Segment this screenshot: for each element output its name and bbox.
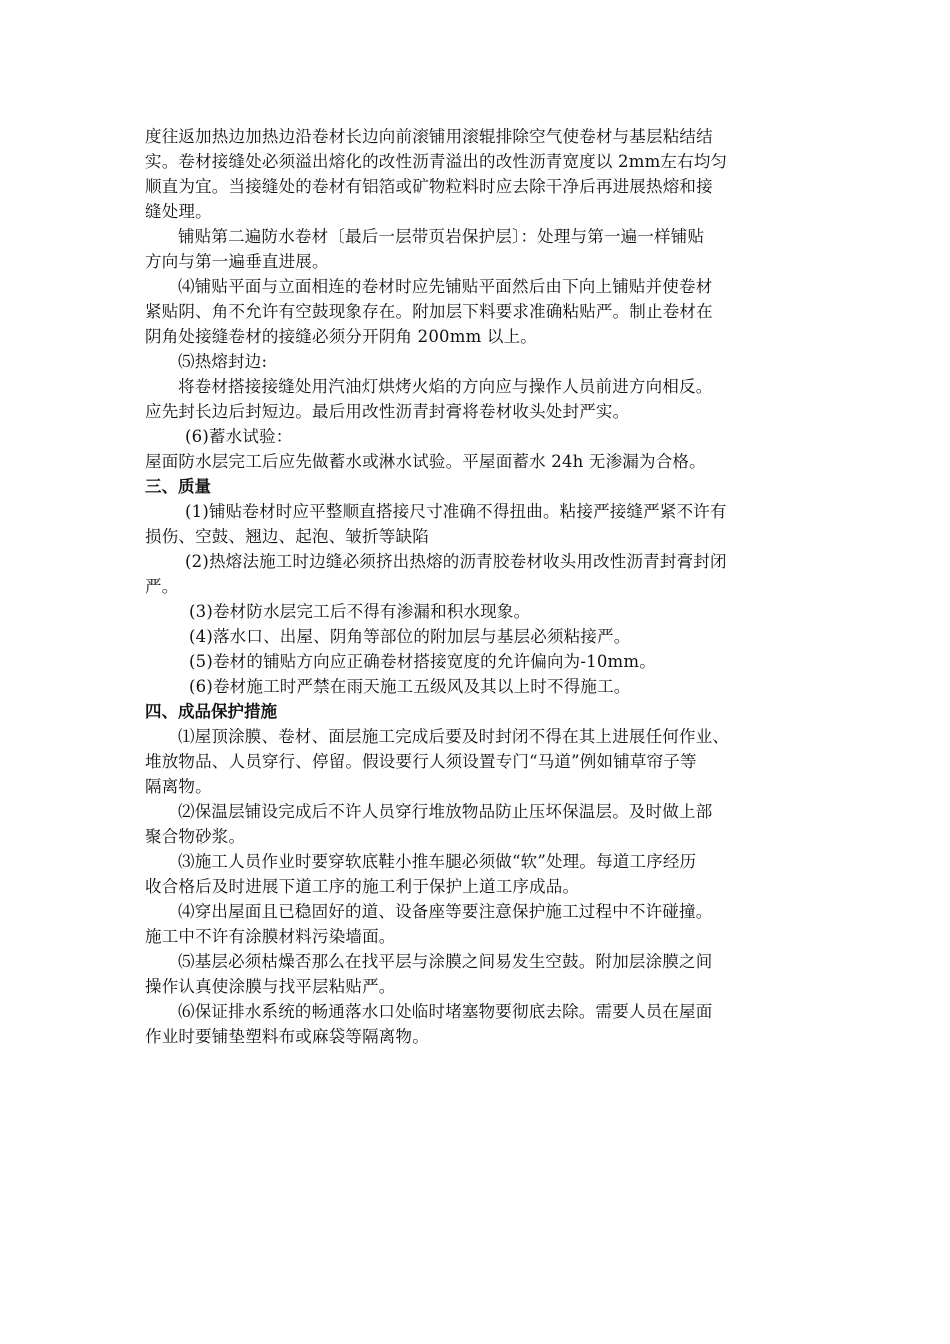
text-line: 屋面防水层完工后应先做蓄水或淋水试验。平屋面蓄水 24h 无渗漏为合格。	[145, 452, 706, 471]
text-line: 实。卷材接缝处必须溢出熔化的改性沥青溢出的改性沥青宽度以 2mm左右均匀	[145, 152, 728, 171]
text-line: (1)铺贴卷材时应平整顺直搭接尺寸准确不得扭曲。粘接严接缝严紧不许有	[185, 502, 727, 521]
text-line: (2)热熔法施工时边缝必须挤出热熔的沥青胶卷材收头用改性沥青封膏封闭	[185, 552, 727, 571]
text-line: ⑴屋顶涂膜、卷材、面层施工完成后要及时封闭不得在其上进展任何作业、	[178, 727, 730, 746]
section-heading-quality: 三、质量	[145, 477, 211, 496]
text-line: 聚合物砂浆。	[145, 827, 246, 846]
text-line: 顺直为宜。当接缝处的卷材有铝箔或矿物粒料时应去除干净后再进展热熔和接	[145, 177, 713, 196]
text-line: 应先封长边后封短边。最后用改性沥青封膏将卷材收头处封严实。	[145, 402, 630, 421]
text-line: (4)落水口、出屋、阴角等部位的附加层与基层必须粘接严。	[189, 627, 631, 646]
text-line: 施工中不许有涂膜材料污染墙面。	[145, 927, 396, 946]
text-line: 缝处理。	[145, 202, 212, 221]
text-line: ⑷铺贴平面与立面相连的卷材时应先铺贴平面然后由下向上铺贴并使卷材	[178, 277, 713, 296]
text-line: ⑹保证排水系统的畅通落水口处临时堵塞物要彻底去除。需要人员在屋面	[178, 1002, 713, 1021]
text-line: 方向与第一遍垂直进展。	[145, 252, 329, 271]
text-line: 将卷材搭接接缝处用汽油灯烘烤火焰的方向应与操作人员前进方向相反。	[178, 377, 713, 396]
text-line: ⑶施工人员作业时要穿软底鞋小推车腿必须做“软”处理。每道工序经历	[178, 852, 697, 871]
text-line: 作业时要铺垫塑料布或麻袋等隔离物。	[145, 1027, 429, 1046]
text-line: ⑷穿出屋面且已稳固好的道、设备座等要注意保护施工过程中不许碰撞。	[178, 902, 713, 921]
text-line: ⑵保温层铺设完成后不许人员穿行堆放物品防止压坏保温层。及时做上部	[178, 802, 713, 821]
section-heading-protection: 四、成品保护措施	[145, 702, 277, 721]
text-line: ⑸热熔封边:	[178, 352, 268, 371]
text-line: (5)卷材的铺贴方向应正确卷材搭接宽度的允许偏向为-10mm。	[189, 652, 656, 671]
text-line: 紧贴阴、角不允许有空鼓现象存在。附加层下料要求准确粘贴严。制止卷材在	[145, 302, 713, 321]
document-body	[145, 124, 811, 1049]
text-line: 隔离物。	[145, 777, 212, 796]
text-line: (6)蓄水试验：	[185, 427, 293, 446]
text-line: 度往返加热边加热边沿卷材长边向前滚铺用滚辊排除空气使卷材与基层粘结结	[145, 127, 713, 146]
text-line: (6)卷材施工时严禁在雨天施工五级风及其以上时不得施工。	[189, 677, 631, 696]
text-line: 铺贴第二遍防水卷材〔最后一层带页岩保护层〕：处理与第一遍一样铺贴	[178, 227, 705, 246]
text-line: 操作认真使涂膜与找平层粘贴严。	[145, 977, 396, 996]
text-line: 堆放物品、人员穿行、停留。假设要行人须设置专门“马道”例如铺草帘子等	[145, 752, 697, 771]
text-line: 收合格后及时进展下道工序的施工利于保护上道工序成品。	[145, 877, 580, 896]
text-line: 阴角处接缝卷材的接缝必须分开阴角 200mm 以上。	[145, 327, 537, 346]
text-line: (3)卷材防水层完工后不得有渗漏和积水现象。	[189, 602, 531, 621]
text-line: 损伤、空鼓、翘边、起泡、皱折等缺陷	[145, 527, 429, 546]
text-line: 严。	[145, 577, 179, 596]
text-line: ⑸基层必须枯燥否那么在找平层与涂膜之间易发生空鼓。附加层涂膜之间	[178, 952, 713, 971]
